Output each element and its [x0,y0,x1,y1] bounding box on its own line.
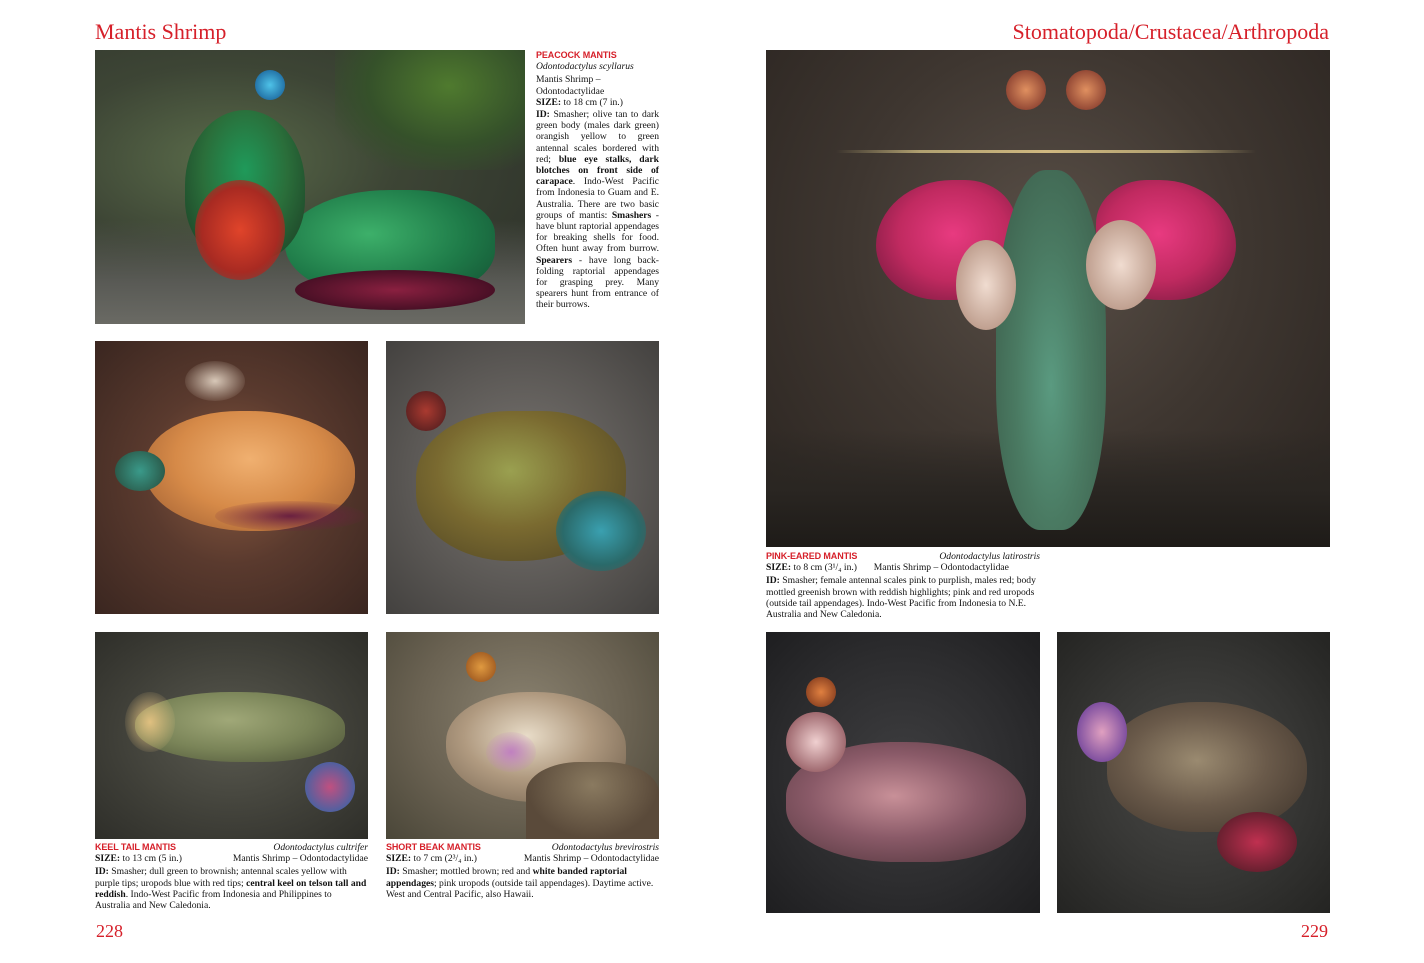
short-id-c: ; pink uropods (outside tail appendages). Daytime active. West and Central Pacific, also Hawaii. [386,877,654,900]
short-id-a: Smasher; mottled brown; red and [402,866,531,878]
short-beak-mantis-photo [386,632,659,839]
pink-size: to 8 cm (3¹/₄ in.) [793,562,857,574]
pink-common-name: PINK-EARED MANTIS [766,551,858,561]
orange-mantis-photo [95,341,368,614]
peacock-id-c: . Indo-West Pacific from Indonesia to Guam and E. Australia. There are two basic groups of mantis: [536,176,659,221]
pink-id-label: ID: [766,575,780,587]
short-size-label: SIZE: [386,853,412,865]
short-id [386,866,659,900]
peacock-common-name: PEACOCK MANTIS [536,50,617,60]
peacock-id-d: Smashers [611,209,652,221]
short-size: to 7 cm (2³/₄ in.) [413,853,477,865]
pink-size-label: SIZE: [766,562,792,574]
peacock-size: to 18 cm (7 in.) [563,96,623,108]
keel-id [95,866,368,911]
pink-eared-mantis-photo [766,50,1330,547]
short-common-name: SHORT BEAK MANTIS [386,842,481,852]
pink-family: Mantis Shrimp – Odontodactylidae [873,562,1009,574]
keel-id-label: ID: [95,866,109,878]
keel-tail-caption [95,842,368,911]
keel-size: to 13 cm (5 in.) [122,853,182,865]
peacock-id-label: ID: [536,109,550,121]
keel-common-name: KEEL TAIL MANTIS [95,842,176,852]
pink-id [766,575,1040,620]
keel-tail-mantis-photo [95,632,368,839]
pink-eared-mantis-photo-3 [1057,632,1330,913]
peacock-id-e: - have blunt raptorial appendages for breaking shells for food. Often hunt away from burrow. [536,209,659,255]
left-page-number: 228 [96,921,123,941]
peacock-mantis-photo [95,50,525,324]
peacock-id-a: Smasher; olive tan to dark green body (males dark green) orangish yellow to green antennal scales bordered with red; [536,109,659,165]
right-page-number: 229 [1301,921,1328,941]
peacock-id-g: - have long back-folding raptorial appendages for grasping prey. Many spearers hunt from entrance of their burrows. [536,254,659,311]
pink-id-a: Smasher; female antennal scales pink to purplish, males red; body mottled greenish brown with reddish highlights; pink and red uropods (outside tail appendages). Indo-West Pacific from Indonesia to N.E. Australia and New Caledonia. [766,575,1036,621]
peacock-scientific-name: Odontodactylus scyllarus [536,61,634,73]
keel-id-a: Smasher; dull green to brownish; antennal scales yellow with purple tips; uropods blue with red tips; [95,866,347,889]
peacock-mantis-text [536,50,659,311]
right-page-title: Stomatopoda/Crustacea/Arthropoda [1012,19,1329,44]
keel-family: Mantis Shrimp – Odontodactylidae [232,853,368,865]
pink-eared-mantis-photo-2 [766,632,1040,913]
short-family: Mantis Shrimp – Odontodactylidae [523,853,659,865]
short-beak-caption [386,842,659,900]
short-id-label: ID: [386,866,400,878]
peacock-id-f: Spearers [536,254,573,266]
keel-size-label: SIZE: [95,853,121,865]
keel-scientific-name: Odontodactylus cultrifer [273,842,368,853]
short-id-b: white banded raptorial appendages [386,866,627,889]
left-page-title: Mantis Shrimp [95,19,227,44]
keel-id-c: . Indo-West Pacific from Indonesia and Philippines to Australia and New Caledonia. [95,888,332,912]
peacock-id-b: blue eye stalks, dark blotches on front side of carapace [536,153,659,188]
short-scientific-name: Odontodactylus brevirostris [551,842,659,853]
peacock-family: Mantis Shrimp – Odontodactylidae [536,74,605,97]
keel-id-b: central keel on telson tall and reddish [95,877,367,900]
pink-scientific-name: Odontodactylus latirostris [939,551,1040,562]
pink-eared-caption [766,551,1040,620]
peacock-id [536,109,659,311]
peacock-size-label: SIZE: [536,96,562,108]
green-mantis-photo [386,341,659,614]
